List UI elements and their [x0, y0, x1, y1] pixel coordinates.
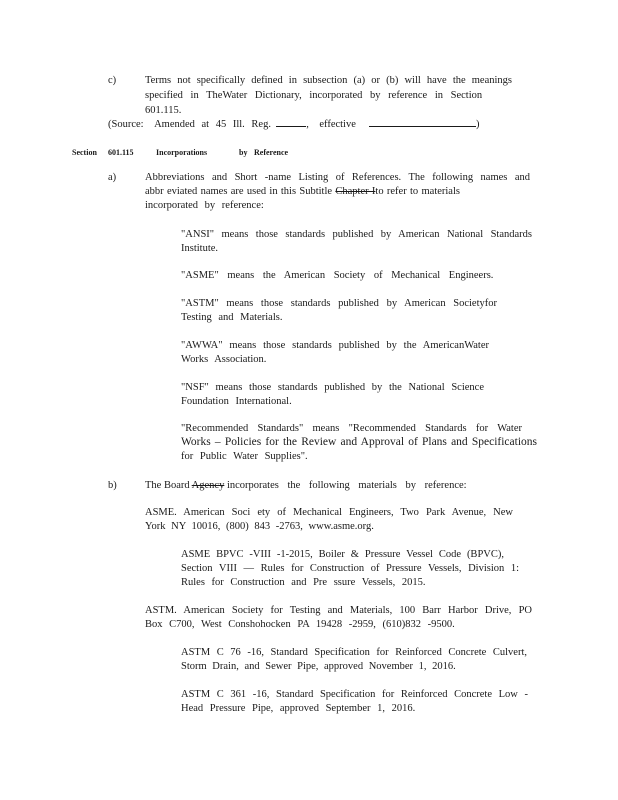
definition-recommended-line-2: Works – Policies for the Review and Approval of Plans and Specifications: [181, 436, 537, 448]
section-number: 601.115: [108, 148, 134, 157]
asme-bpvc-line-1: ASME BPVC -VIII -1-2015, Boiler & Pressure Vessel Code (BPVC),: [181, 549, 504, 560]
source-close: ): [476, 119, 480, 130]
astm-entry-line-1: ASTM. American Society for Testing and Materials, 100 Barr Harbor Drive, PO: [145, 605, 532, 616]
subsection-a-line-1: Abbreviations and Short -name Listing of References. The following names and: [145, 172, 530, 183]
subsection-b-post: incorporates the following materials by reference:: [226, 480, 467, 491]
subsection-a-line-2-pre: abbr eviated names are used in this Subtitle: [145, 186, 333, 197]
subsection-a-line-3: incorporated by reference:: [145, 200, 264, 211]
definition-ansi-line-2: Institute.: [181, 243, 219, 254]
astm-c76-line-2: Storm Drain, and Sewer Pipe, approved November 1, 2016.: [181, 661, 456, 672]
asme-bpvc-line-3: Rules for Construction and Pre ssure Vessels, 2015.: [181, 577, 426, 588]
astm-c76-line-1: ASTM C 76 -16, Standard Specification for Reinforced Concrete Culvert,: [181, 647, 527, 658]
subsection-a-line-2: [145, 184, 460, 199]
deleted-text: Chapter I: [335, 186, 376, 197]
asme-entry-line-2: York NY 10016, (800) 843 -2763, www.asme.org.: [145, 521, 374, 532]
section-label: Section: [72, 148, 97, 157]
astm-c361-line-2: Head Pressure Pipe, approved September 1, 2016.: [181, 703, 416, 714]
subsection-b-pre: The Board: [145, 480, 190, 491]
definition-asme: "ASME" means the American Society of Mechanical Engineers.: [181, 270, 494, 281]
source-note: (Source: Amended at 45 Ill. Reg. , effective ): [108, 116, 528, 132]
subsection-c-line-1: Terms not specifically defined in subsection (a) or (b) will have the meanings: [145, 75, 512, 86]
subsection-c-label: c): [108, 75, 117, 86]
asme-bpvc-line-2: Section VIII — Rules for Construction of Pressure Vessels, Division 1:: [181, 563, 519, 574]
section-title-by: by: [239, 148, 248, 157]
subsection-c-line-2: specified in TheWater Dictionary, incorporated by reference in Section 601.115.: [145, 90, 483, 116]
effective-date-blank: [369, 116, 476, 127]
definition-ansi-line-1: "ANSI" means those standards published by American National Standards: [181, 229, 532, 240]
astm-c361-line-1: ASTM C 361 -16, Standard Specification for Reinforced Concrete Low -: [181, 689, 528, 700]
asme-entry-line-1: ASME. American Soci ety of Mechanical Engineers, Two Park Avenue, New: [145, 507, 513, 518]
subsection-a-line-2-post: to refer to materials: [375, 186, 460, 197]
subsection-b-label: b): [108, 480, 117, 491]
definition-nsf-line-1: "NSF" means those standards published by the National Science: [181, 382, 484, 393]
definition-recommended-line-3: for Public Water Supplies".: [181, 451, 308, 462]
definition-recommended-line-1: "Recommended Standards" means "Recommended Standards for Water: [181, 423, 522, 434]
register-page-blank: [276, 116, 306, 127]
section-title-reference: Reference: [254, 148, 289, 157]
section-title: Incorporations: [156, 148, 208, 157]
definition-awwa-line-2: Works Association.: [181, 354, 267, 365]
subsection-b-text: [145, 478, 467, 493]
definition-awwa-line-1: "AWWA" means those standards published by the AmericanWater: [181, 340, 489, 351]
definition-astm-line-1: "ASTM" means those standards published by American Societyfor: [181, 298, 497, 309]
source-effective: effective: [319, 119, 356, 130]
definition-nsf-line-2: Foundation International.: [181, 396, 292, 407]
source-text: Amended at 45 Ill. Reg.: [154, 119, 271, 130]
source-prefix: (Source:: [108, 119, 144, 130]
astm-entry-line-2: Box C700, West Conshohocken PA 19428 -2959, (610)832 -9500.: [145, 619, 455, 630]
subsection-a-label: a): [108, 172, 117, 183]
deleted-agency: Agency: [191, 480, 225, 491]
definition-astm-line-2: Testing and Materials.: [181, 312, 283, 323]
